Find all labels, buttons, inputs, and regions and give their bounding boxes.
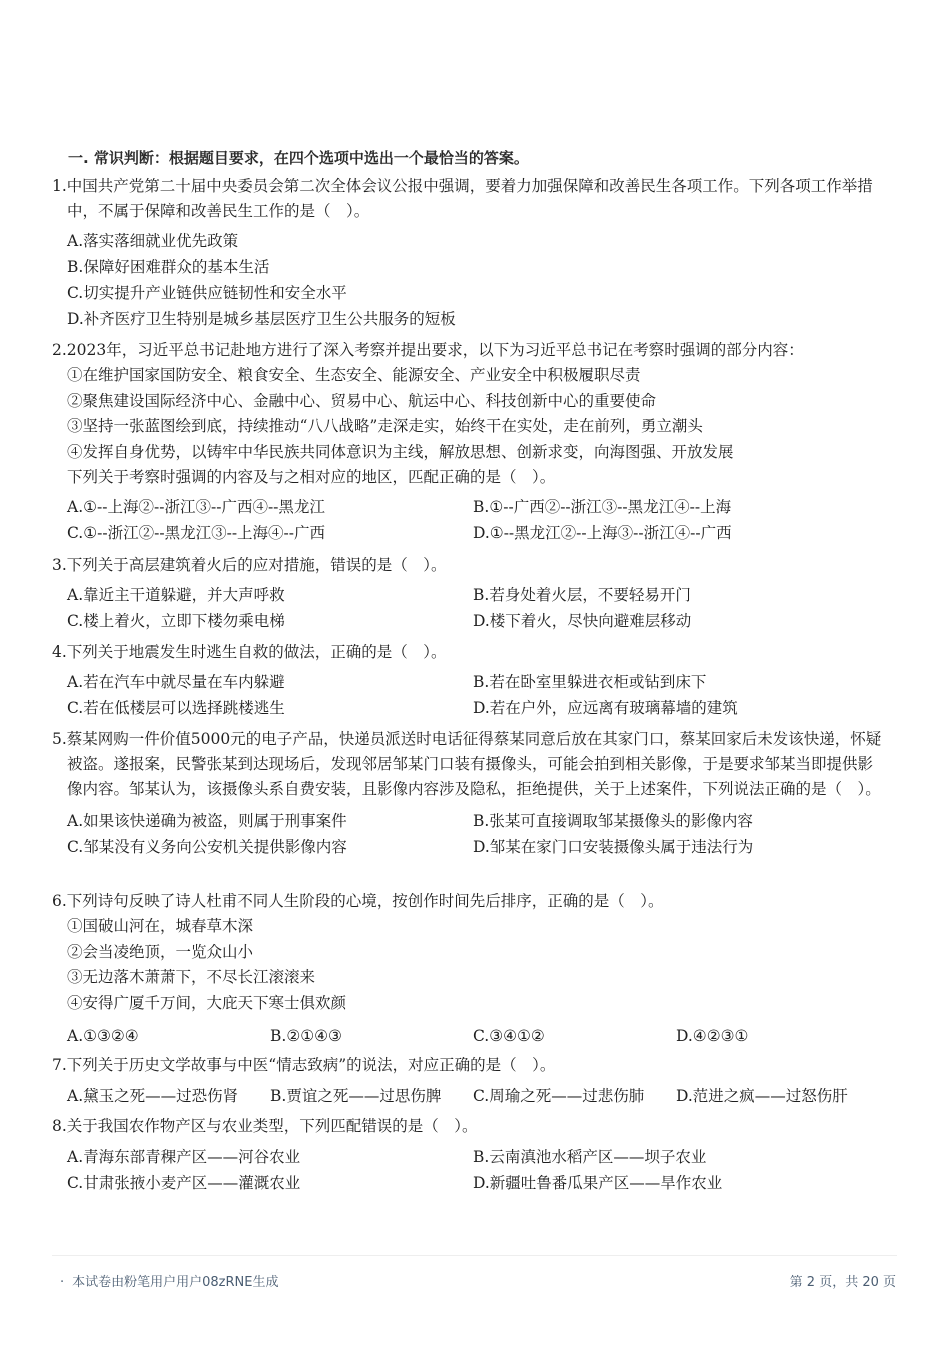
option-c: C.若在低楼层可以选择跳楼逃生 xyxy=(67,699,285,717)
question-stem: 7.下列关于历史文学故事与中医“情志致病”的说法，对应正确的是（ ）。 xyxy=(52,1056,556,1074)
option-d: D.④②③① xyxy=(676,1027,749,1045)
option-c: C.邹某没有义务向公安机关提供影像内容 xyxy=(67,838,347,856)
option-c: C.楼上着火，立即下楼勿乘电梯 xyxy=(67,612,285,630)
option-a: A.黛玉之死——过恐伤肾 xyxy=(67,1087,239,1105)
question-stem: 1.中国共产党第二十届中央委员会第二次全体会议公报中强调，要着力加强保障和改善民生各项工作。下列各项工作举措中，不属于保障和改善民生工作的是（ ）。 xyxy=(52,177,873,220)
option-c: C.切实提升产业链供应链韧性和安全水平 xyxy=(67,284,347,302)
question-1 xyxy=(52,174,882,332)
option-c: C.③④①② xyxy=(473,1027,545,1045)
statement-1: ①在维护国家国防安全、粮食安全、生态安全、能源安全、产业安全中积极履职尽责 xyxy=(67,366,641,384)
poem-line-2: ②会当凌绝顶，一览众山小 xyxy=(67,942,254,961)
option-b: B.张某可直接调取邹某摄像头的影像内容 xyxy=(473,812,753,830)
question-3 xyxy=(52,553,882,634)
question-8 xyxy=(52,1114,882,1196)
option-b: B.①--广西②--浙江③--黑龙江④--上海 xyxy=(473,497,732,516)
option-a: A.①--上海②--浙江③--广西④--黑龙江 xyxy=(67,497,325,516)
footer-source xyxy=(60,1271,278,1290)
poem-line-4: ④安得广厦千万间，大庇天下寒士俱欢颜 xyxy=(67,993,347,1012)
bullet-icon: · xyxy=(60,1275,65,1290)
option-a: A.落实落细就业优先政策 xyxy=(67,232,239,250)
option-a: A.如果该快递确为被盗，则属于刑事案件 xyxy=(67,812,347,830)
option-b: B.②①④③ xyxy=(270,1027,342,1045)
poem-line-3: ③无边落木萧萧下，不尽长江滚滚来 xyxy=(67,968,316,986)
option-c: C.周瑜之死——过悲伤肺 xyxy=(473,1087,645,1105)
option-b: B.保障好困难群众的基本生活 xyxy=(67,258,270,276)
question-stem: 2.2023年，习近平总书记赴地方进行了深入考察并提出要求，以下为习近平总书记在考察时强调的部分内容： xyxy=(52,341,804,359)
section-title: 一. 常识判断：根据题目要求，在四个选项中选出一个最恰当的答案。 xyxy=(68,149,529,167)
option-d: D.补齐医疗卫生特别是城乡基层医疗卫生公共服务的短板 xyxy=(67,310,456,328)
question-stem: 4.下列关于地震发生时逃生自救的做法，正确的是（ ）。 xyxy=(52,643,447,661)
option-d: D.若在户外，应远离有玻璃幕墙的建筑 xyxy=(473,699,738,717)
page-number: 第 2 页，共 20 页 xyxy=(789,1275,896,1290)
question-stem: 5.蔡某网购一件价值5000元的电子产品，快递员派送时电话征得蔡某同意后放在其家门口，蔡某回家后未发该快递，怀疑被盗。遂报案，民警张某到达现场后，发现邻居邹某门口装有摄像头，可能会拍到相关影像，于是要求邹某当即提供影像内容。邹某认为，该摄像头系自费安装，且影像内容涉及隐私，拒绝提供，关于上述案件，下列说法正确的是（ ）。 xyxy=(52,730,882,798)
footer-source-text: 本试卷由粉笔用户用户08zRNE生成 xyxy=(72,1275,279,1290)
footer-divider xyxy=(52,1255,897,1256)
option-d: D.邹某在家门口安装摄像头属于违法行为 xyxy=(473,838,754,856)
option-a: A.靠近主干道躲避，并大声呼救 xyxy=(67,586,285,604)
option-a: A.①③②④ xyxy=(67,1027,139,1045)
statement-2: ②聚焦建设国际经济中心、金融中心、贸易中心、航运中心、科技创新中心的重要使命 xyxy=(67,391,657,410)
option-c: C.①--浙江②--黑龙江③--上海④--广西 xyxy=(67,523,326,542)
option-d: D.楼下着火，尽快向避难层移动 xyxy=(473,612,692,630)
statement-3: ③坚持一张蓝图绘到底，持续推动“八八战略”走深走实，始终干在实处，走在前列，勇立潮头 xyxy=(67,417,703,435)
question-5 xyxy=(52,727,882,860)
option-c: C.甘肃张掖小麦产区——灌溉农业 xyxy=(67,1174,301,1192)
question-7 xyxy=(52,1053,882,1109)
option-d: D.新疆吐鲁番瓜果产区——旱作农业 xyxy=(473,1174,723,1192)
option-b: B.云南滇池水稻产区——坝子农业 xyxy=(473,1148,707,1166)
option-b: B.若在卧室里躲进衣柜或钻到床下 xyxy=(473,673,707,691)
question-2 xyxy=(52,338,882,546)
option-b: B.若身处着火层，不要轻易开门 xyxy=(473,586,691,604)
option-a: A.若在汽车中就尽量在车内躲避 xyxy=(67,673,285,691)
option-d: D.①--黑龙江②--上海③--浙江④--广西 xyxy=(473,523,732,542)
question-prompt: 下列关于考察时强调的内容及与之相对应的地区，匹配正确的是（ ）。 xyxy=(67,468,556,486)
question-6 xyxy=(52,889,882,1049)
poem-line-1: ①国破山河在，城春草木深 xyxy=(67,917,254,935)
option-a: A.青海东部青稞产区——河谷农业 xyxy=(67,1148,301,1166)
question-stem: 8.关于我国农作物产区与农业类型，下列匹配错误的是（ ）。 xyxy=(52,1117,478,1135)
question-4 xyxy=(52,640,882,721)
question-stem: 3.下列关于高层建筑着火后的应对措施，错误的是（ ）。 xyxy=(52,556,447,574)
option-d: D.范进之疯——过怒伤肝 xyxy=(676,1087,848,1105)
statement-4: ④发挥自身优势，以铸牢中华民族共同体意识为主线，解放思想、创新求变，向海图强、开放发展 xyxy=(67,442,734,461)
option-b: B.贾谊之死——过思伤脾 xyxy=(270,1087,442,1105)
question-stem: 6.下列诗句反映了诗人杜甫不同人生阶段的心境，按创作时间先后排序，正确的是（ ）。 xyxy=(52,892,664,910)
